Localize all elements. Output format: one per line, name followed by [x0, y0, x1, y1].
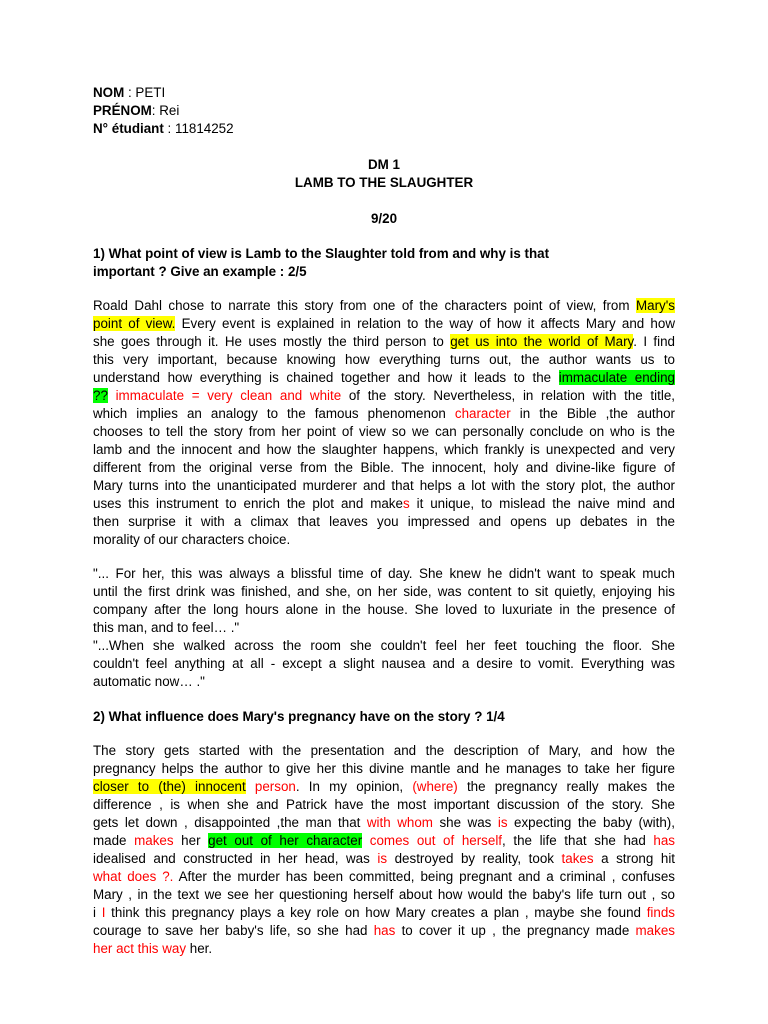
- quote-line: company after the long hours alone in the house. She loved to luxuriate in the presence of: [93, 602, 675, 617]
- answer-1-line: chooses to tell the story from her point of view so we can personally conclude on who is the: [93, 424, 675, 439]
- answer-2-line: idealised and constructed in her head, was is destroyed by reality, took takes a strong hit: [93, 851, 676, 866]
- correction-note: s: [402, 496, 410, 511]
- correction-note: comes out of herself: [362, 833, 503, 848]
- answer-1-line: lamb and the innocent and how the slaughter happens, which frankly is unexpected and very: [93, 442, 675, 457]
- correction-note: character: [454, 406, 511, 421]
- prenom-line: [93, 102, 179, 120]
- nom-line: [93, 84, 165, 102]
- correction-note: makes: [134, 833, 174, 848]
- correction-note: has: [653, 833, 675, 848]
- answer-2-line: i I think this pregnancy plays a key role on how Mary creates a plan , maybe she found finds: [93, 905, 675, 920]
- etudiant-value: : 11814252: [163, 121, 234, 136]
- correction-note: (where): [412, 779, 458, 794]
- correction-note: makes: [635, 923, 675, 938]
- answer-2-line: what does ?. After the murder has been committed, being pregnant and a criminal , confuses: [93, 869, 675, 884]
- highlight-yellow: get us into the world of Mary: [450, 334, 634, 349]
- correction-note: is: [497, 815, 508, 830]
- answer-1-line: uses this instrument to enrich the plot and makes it unique, to mislead the naive mind and: [93, 496, 675, 511]
- prenom-label: PRÉNOM: [93, 103, 152, 118]
- answer-2-line: courage to save her baby's life, so she had has to cover it up , the pregnancy made makes: [93, 923, 675, 938]
- prenom-value: : Rei: [151, 103, 180, 118]
- question-2: 2) What influence does Mary's pregnancy have on the story ? 1/4: [93, 709, 505, 724]
- answer-1-line: then surprise it with a climax that leaves you impressed and opens up debates in the: [93, 514, 675, 529]
- answer-2-line: her act this way her.: [93, 941, 213, 956]
- highlight-yellow: point of view.: [93, 316, 176, 331]
- highlight-green: immaculate ending: [558, 370, 675, 385]
- answer-1-line: different from the original verse from the Bible. The innocent, holy and divine-like figure of: [93, 460, 675, 475]
- answer-1-line: point of view. Every event is explained in relation to the way of how it affects Mary and how: [93, 316, 675, 331]
- answer-2-line: gets let down , disappointed ,the man that with whom she was is expecting the baby (with),: [93, 815, 675, 830]
- answer-1-line: this very important, because knowing how everything turns out, the author wants us to: [93, 352, 675, 367]
- quote-line: this man, and to feel… .": [93, 620, 240, 635]
- nom-label: NOM: [93, 85, 125, 100]
- etudiant-label: N° étudiant: [93, 121, 164, 136]
- highlight-yellow: Mary's: [635, 298, 675, 313]
- correction-note: person: [245, 779, 296, 794]
- correction-note: with whom: [366, 815, 433, 830]
- quote-line: couldn't feel anything at all - except a slight nausea and a desire to vomit. Everything was: [93, 656, 675, 671]
- correction-note: her act this way: [93, 941, 187, 956]
- answer-2-line: closer to (the) innocent person. In my opinion, (where) the pregnancy really makes the: [93, 779, 675, 794]
- answer-1-line: understand how everything is chained together and how it leads to the immaculate ending: [93, 370, 675, 385]
- correction-note: is: [377, 851, 388, 866]
- work-title: LAMB TO THE SLAUGHTER: [294, 175, 474, 190]
- quote-line: "...When she walked across the room she couldn't feel her feet touching the floor. She: [93, 638, 675, 653]
- highlight-green: get out of her character: [208, 833, 363, 848]
- answer-1-line: she goes through it. He uses mostly the third person to get us into the world of Mary. I find: [93, 334, 676, 349]
- answer-2-line: Mary , in the text we see her questioning herself about how would the baby's life turn out , so: [93, 887, 675, 902]
- correction-note: what does ?.: [93, 869, 174, 884]
- correction-note: takes: [561, 851, 594, 866]
- question-1-line-1: 1) What point of view is Lamb to the Slaughter told from and why is that: [93, 246, 550, 261]
- highlight-yellow: closer to (the) innocent: [93, 779, 246, 794]
- correction-note: has: [373, 923, 396, 938]
- quote-line: automatic now… .": [93, 674, 205, 689]
- answer-1-line: morality of our characters choice.: [93, 532, 291, 547]
- answer-2-line: difference , is when she and Patrick have the most important discussion of the story. She: [93, 797, 675, 812]
- highlight-green: ??: [93, 388, 108, 403]
- quote-line: until the first drink was finished, and she, on her side, was content to sit quietly, enjoying his: [93, 584, 675, 599]
- answer-2-line: pregnancy helps the author to give her this divine mantle and he manages to take her figure: [93, 761, 675, 776]
- answer-2-line: The story gets started with the presentation and the description of Mary, and how the: [93, 743, 675, 758]
- nom-value: : PETI: [124, 85, 166, 100]
- correction-note: finds: [646, 905, 675, 920]
- assignment-number: DM 1: [368, 157, 400, 172]
- answer-1-line: ?? immaculate = very clean and white of the story. Nevertheless, in relation with the title,: [93, 388, 675, 403]
- quote-line: "... For her, this was always a blissful time of day. She knew he didn't want to speak much: [93, 566, 675, 581]
- correction-note: I: [101, 905, 106, 920]
- answer-1-line: Mary turns into the unanticipated murderer and that helps a lot with the story plot, the author: [93, 478, 675, 493]
- question-1-line-2: important ? Give an example : 2/5: [93, 264, 307, 279]
- etudiant-line: [93, 120, 234, 138]
- answer-1-line: which implies an analogy to the famous phenomenon character in the Bible ,the author: [93, 406, 676, 421]
- overall-score: 9/20: [370, 211, 398, 226]
- correction-note: immaculate = very clean and white: [107, 388, 342, 403]
- answer-2-line: made makes her get out of her character comes out of herself, the life that she had has: [93, 833, 675, 848]
- answer-1-line: Roald Dahl chose to narrate this story from one of the characters point of view, from Mary's: [93, 298, 675, 313]
